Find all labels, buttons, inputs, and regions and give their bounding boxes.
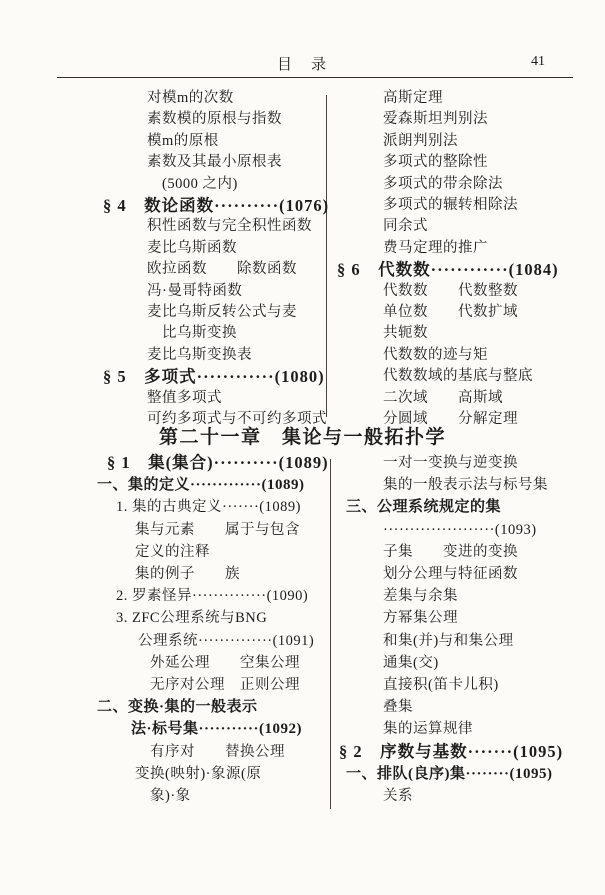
toc-line: § 4 数论函数··········(1076) <box>103 196 330 216</box>
toc-line: 积性函数与完全积性函数 <box>147 218 312 235</box>
toc-line: § 2 序数与基数·······(1095) <box>339 741 564 761</box>
toc-line: 多项式的整除性 <box>383 154 488 171</box>
top-left-column <box>85 88 330 431</box>
toc-line: 冯·曼哥特函数 <box>147 282 243 299</box>
toc-line: 素数模的原根与指数 <box>147 111 282 128</box>
bottom-right-column <box>337 452 589 807</box>
toc-line: 一、排队(良序)集········(1095) <box>346 765 553 782</box>
toc-line: 集的一般表示法与标号集 <box>383 477 548 494</box>
toc-line: 三、公理系统规定的集 <box>346 499 502 516</box>
toc-line: 麦比乌斯反转公式与麦 <box>147 304 297 321</box>
toc-line: 集的例子 族 <box>135 566 240 583</box>
toc-line: 模m的原根 <box>147 132 219 149</box>
toc-line: 一、集的定义·············(1089) <box>97 477 305 494</box>
toc-line: 子集 变进的变换 <box>383 543 518 560</box>
toc-line: § 1 集(集合)··········(1089) <box>107 453 329 472</box>
toc-line: 多项式的带余除法 <box>383 175 503 192</box>
toc-line: 一对一变换与逆变换 <box>383 455 518 471</box>
toc-line: 欧拉函数 除数函数 <box>147 261 297 278</box>
toc-line: 通集(交) <box>383 654 439 671</box>
toc-line: 对模m的次数 <box>147 90 234 106</box>
toc-line: 高斯定理 <box>383 90 443 106</box>
toc-line: 象)·象 <box>150 788 191 805</box>
toc-line: 代数数 代数整数 <box>383 282 518 299</box>
toc-line: 有序对 替换公理 <box>150 743 285 760</box>
toc-line: 划分公理与特征函数 <box>383 566 518 583</box>
toc-line: 公理系统··············(1091) <box>138 632 315 649</box>
toc-line: 叠集 <box>383 699 413 716</box>
toc-line: 外延公理 空集公理 <box>150 654 300 671</box>
page-header-title: 目 录 <box>276 57 328 73</box>
toc-line: 代数数域的基底与整底 <box>383 368 533 385</box>
toc-line: 二、变换·集的一般表示 <box>97 699 258 716</box>
toc-line: 无序对公理 正则公理 <box>150 677 300 694</box>
toc-line: 方幂集公理 <box>383 610 458 627</box>
toc-line: 法·标号集···········(1092) <box>131 721 303 738</box>
toc-line: 3. ZFC公理系统与BNG <box>116 610 268 627</box>
toc-line: 集与元素 属于与包含 <box>135 521 300 538</box>
toc-line: 共轭数 <box>383 325 428 342</box>
toc-line: 变换(映射)·象源(原 <box>135 765 262 782</box>
page-number: 41 <box>531 54 545 69</box>
toc-line: 单位数 代数扩域 <box>383 304 518 321</box>
toc-line: 2. 罗素怪异··············(1090) <box>116 588 309 605</box>
toc-line: 派朗判别法 <box>383 132 458 149</box>
toc-line: 素数及其最小原根表 <box>147 154 282 171</box>
toc-line: 可约多项式与不可约多项式 <box>147 411 327 428</box>
toc-line: 比乌斯变换 <box>162 325 237 342</box>
toc-line: 同余式 <box>383 218 428 235</box>
toc-line: 1. 集的古典定义·······(1089) <box>116 499 301 516</box>
toc-line: § 6 代数数············(1084) <box>337 260 559 280</box>
toc-line: 代数数的迹与矩 <box>383 346 488 363</box>
toc-line: ·····················(1093) <box>383 521 537 538</box>
header-rule <box>57 77 573 78</box>
column-divider-bottom <box>330 459 331 809</box>
toc-line: 定义的注释 <box>135 543 210 560</box>
toc-line: 麦比乌斯变换表 <box>147 346 252 363</box>
toc-line: 和集(并)与和集公理 <box>383 632 514 649</box>
top-right-column <box>337 88 582 431</box>
toc-line: 爱森斯坦判别法 <box>383 111 488 128</box>
toc-line: 麦比乌斯函数 <box>147 239 237 256</box>
toc-line: 集的运算规律 <box>383 721 473 738</box>
toc-line: 二次域 高斯域 <box>383 389 503 406</box>
toc-line: § 5 多项式············(1080) <box>103 367 325 387</box>
toc-line: 关系 <box>383 788 413 805</box>
toc-line: 费马定理的推广 <box>383 239 488 256</box>
toc-line: 分圆域 分解定理 <box>383 411 518 428</box>
toc-line: 多项式的辗转相除法 <box>383 197 518 214</box>
toc-line: (5000 之内) <box>162 175 238 192</box>
toc-line: 差集与余集 <box>383 588 458 605</box>
toc-line: 整值多项式 <box>147 389 222 406</box>
bottom-left-column <box>85 452 330 807</box>
toc-line: 直接积(笛卡儿积) <box>383 677 499 694</box>
chapter-heading: 第二十一章 集论与一般拓扑学 <box>158 427 446 448</box>
